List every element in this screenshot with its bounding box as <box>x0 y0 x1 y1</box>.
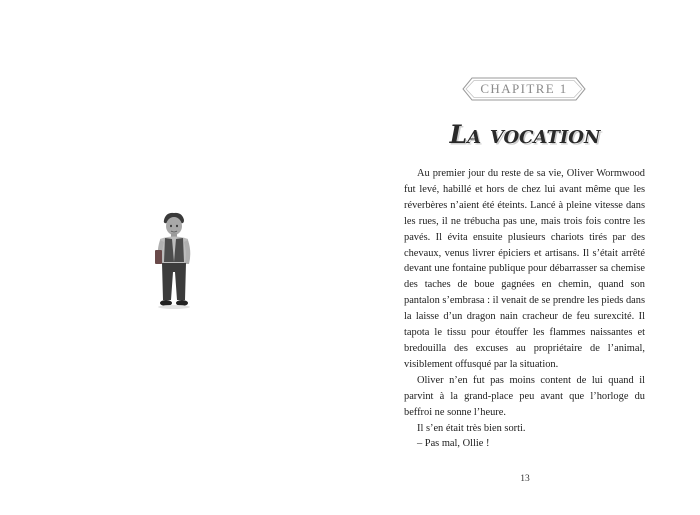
body-paragraph: Au premier jour du reste de sa vie, Oliver Wormwood fut levé, habillé et hors de chez lui avant même que les réverbères n’aient été éteints. Lancé à pleine vitesse dans les rues, il ne trébucha pas une, mais trois fois contre les pavés. Il évita ensuite plusieurs chariots tirés par des chevaux, venus livrer épiciers et artisans. Il s’était arrêté devant une fontaine publique pour débarrasser sa chemise des taches de boue gagnées en chemin, quand son pantalon s’embrasa : il venait de se prendre les pieds dans la laisse d’un dragon nain cracheur de feu surexcité. Il tapota le tissu pour étouffer les flammes naissantes et bredouilla des excuses au propriétaire de l’animal, visiblement offusqué par la situation. <box>404 168 645 370</box>
page-number: 13 <box>520 474 530 484</box>
body-paragraph: Oliver n’en fut pas moins content de lui quand il parvint à la grand-place peu avant que l’horloge du beffroi ne sonne l’heure. <box>404 374 645 418</box>
boy-figure-icon <box>150 212 198 310</box>
body-paragraph: – Pas mal, Ollie ! <box>417 438 490 450</box>
chapter-title: La vocation <box>449 120 601 149</box>
chapter-label <box>462 77 586 101</box>
chapter-label-text: CHAPITRE 1 <box>480 81 568 96</box>
body-paragraph: Il s’en était très bien sorti. <box>417 422 526 434</box>
chapter-body <box>404 166 645 452</box>
boy-illustration <box>150 212 198 310</box>
